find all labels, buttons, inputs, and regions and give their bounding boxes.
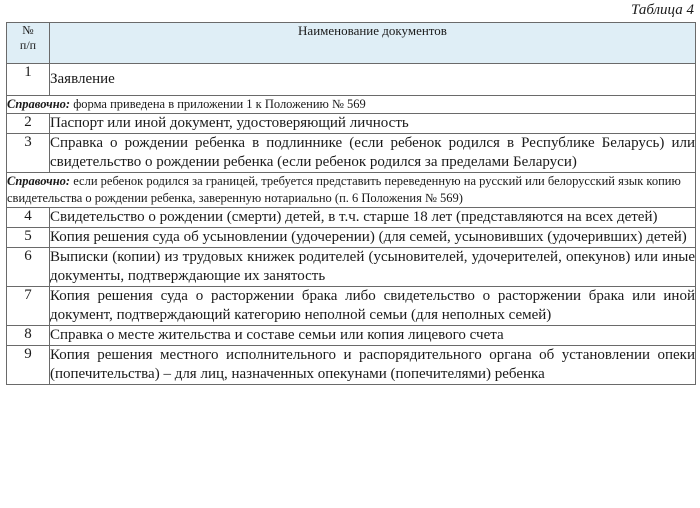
name-column-header: Наименование документов [50, 23, 696, 64]
row-number: 5 [7, 228, 50, 248]
note-text: форма приведена в приложении 1 к Положению № 569 [70, 97, 366, 111]
row-number: 8 [7, 326, 50, 346]
table-row [7, 287, 696, 326]
number-header-abbrev: п/п [19, 38, 37, 52]
table-row [7, 64, 696, 96]
row-number: 4 [7, 208, 50, 228]
table-row [7, 228, 696, 248]
row-document: Заявление [50, 64, 696, 96]
note-text: если ребенок родился за границей, требуется представить переведенную на русский или белорусский язык копию свидетельства о рождении ребенка, заверенную нотариально (п. 6 Положения № 569) [7, 174, 681, 205]
reference-note [7, 96, 696, 114]
reference-note-row [7, 173, 696, 208]
table-row [7, 346, 696, 385]
reference-note [7, 173, 696, 208]
row-document: Справка о рождении ребенка в подлиннике (если ребенок родился в Республике Беларусь) или свидетельство о рождении ребенка (если ребенок родился за пределами Беларуси) [50, 134, 696, 173]
row-number: 6 [7, 248, 50, 287]
row-document: Выписки (копии) из трудовых книжек родителей (усыновителей, удочерителей, опекунов) или иные документы, подтверждающие их занятость [50, 248, 696, 287]
row-number: 9 [7, 346, 50, 385]
table-row [7, 248, 696, 287]
row-document: Копия решения местного исполнительного и распорядительного органа об установлении опеки (попечительства) – для лиц, назначенных опекунами (попечителями) ребенка [50, 346, 696, 385]
row-document: Свидетельство о рождении (смерти) детей, в т.ч. старше 18 лет (представляются на всех детей) [50, 208, 696, 228]
row-number: 3 [7, 134, 50, 173]
table-row [7, 208, 696, 228]
row-document: Паспорт или иной документ, удостоверяющий личность [50, 114, 696, 134]
table-header-row [7, 23, 696, 64]
row-number: 2 [7, 114, 50, 134]
table-caption: Таблица 4 [631, 2, 694, 18]
table-row [7, 326, 696, 346]
documents-table [6, 22, 696, 385]
row-number: 1 [7, 64, 50, 96]
note-label: Справочно: [7, 97, 71, 111]
table-row [7, 114, 696, 134]
note-label: Справочно: [7, 174, 71, 188]
reference-note-row [7, 96, 696, 114]
row-document: Справка о месте жительства и составе семьи или копия лицевого счета [50, 326, 696, 346]
row-document: Копия решения суда об усыновлении (удочерении) (для семей, усыновивших (удочеривших) детей) [50, 228, 696, 248]
number-header-symbol: № [22, 23, 34, 37]
row-document: Копия решения суда о расторжении брака либо свидетельство о расторжении брака или иной документ, подтверждающий категорию неполной семьи (для неполных семей) [50, 287, 696, 326]
row-number: 7 [7, 287, 50, 326]
table-row [7, 134, 696, 173]
number-column-header [7, 23, 50, 64]
